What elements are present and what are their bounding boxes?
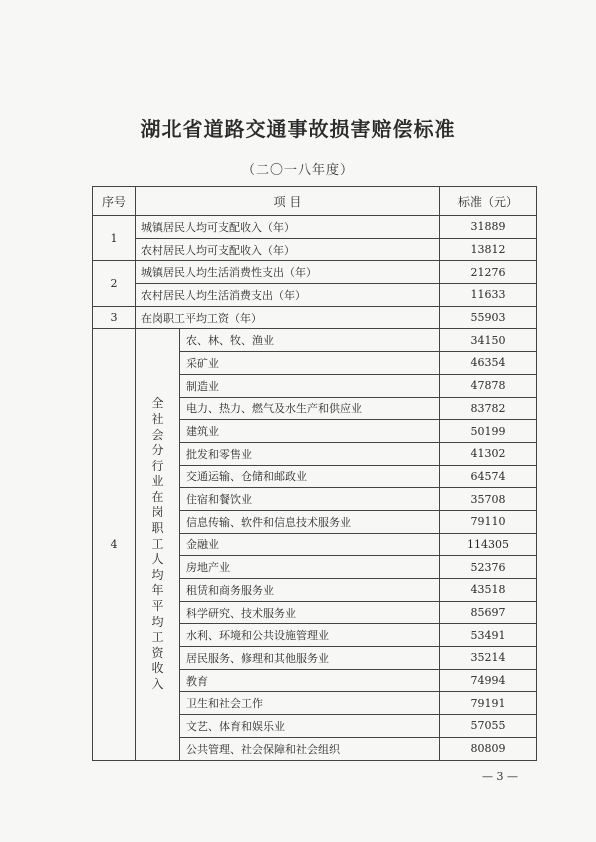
table-row	[93, 284, 537, 307]
row-value: 79110	[440, 510, 537, 533]
row-value: 41302	[440, 442, 537, 465]
row-item: 信息传输、软件和信息技术服务业	[180, 510, 440, 533]
row-item: 公共管理、社会保障和社会组织	[180, 737, 440, 760]
row-item: 农村居民人均生活消费支出（年）	[136, 284, 440, 307]
table-row	[93, 216, 537, 239]
group-no: 1	[93, 216, 136, 261]
row-value: 85697	[440, 601, 537, 624]
row-item: 金融业	[180, 533, 440, 556]
row-value: 52376	[440, 556, 537, 579]
row-item: 批发和零售业	[180, 442, 440, 465]
table-row	[93, 238, 537, 261]
table-row	[93, 261, 537, 284]
row-item: 农村居民人均可支配收入（年）	[136, 238, 440, 261]
row-value: 55903	[440, 306, 537, 329]
row-item: 文艺、体育和娱乐业	[180, 715, 440, 738]
row-value: 83782	[440, 397, 537, 420]
row-item: 城镇居民人均可支配收入（年）	[136, 216, 440, 239]
row-item: 科学研究、技术服务业	[180, 601, 440, 624]
row-item: 制造业	[180, 374, 440, 397]
row-item: 城镇居民人均生活消费性支出（年）	[136, 261, 440, 284]
row-value: 50199	[440, 420, 537, 443]
header-item: 项 目	[136, 187, 440, 216]
industry-group-label	[136, 329, 180, 760]
row-item: 电力、热力、燃气及水生产和供应业	[180, 397, 440, 420]
document-subtitle: （二〇一八年度）	[241, 163, 354, 178]
row-item: 建筑业	[180, 420, 440, 443]
row-item: 采矿业	[180, 352, 440, 375]
compensation-standards-table	[92, 186, 537, 761]
row-item: 卫生和社会工作	[180, 692, 440, 715]
row-value: 114305	[440, 533, 537, 556]
page-number: — 3 —	[482, 770, 518, 783]
row-item: 在岗职工平均工资（年）	[136, 306, 440, 329]
group-no: 2	[93, 261, 136, 306]
row-item: 水利、环境和公共设施管理业	[180, 624, 440, 647]
table-row	[93, 329, 537, 352]
document-title: 湖北省道路交通事故损害赔偿标准	[140, 117, 456, 141]
row-value: 80809	[440, 737, 537, 760]
row-item: 房地产业	[180, 556, 440, 579]
row-value: 53491	[440, 624, 537, 647]
row-item: 交通运输、仓储和邮政业	[180, 465, 440, 488]
row-value: 35708	[440, 488, 537, 511]
row-value: 34150	[440, 329, 537, 352]
table-row	[93, 306, 537, 329]
table-header-row	[93, 187, 537, 216]
row-value: 11633	[440, 284, 537, 307]
row-value: 47878	[440, 374, 537, 397]
row-value: 79191	[440, 692, 537, 715]
row-value: 46354	[440, 352, 537, 375]
row-item: 居民服务、修理和其他服务业	[180, 647, 440, 670]
row-value: 21276	[440, 261, 537, 284]
row-value: 35214	[440, 647, 537, 670]
industry-group-label-text: 全社会分行业在岗职工人均年平均工资收入	[151, 396, 164, 692]
header-value: 标准（元）	[440, 187, 537, 216]
row-item: 农、林、牧、渔业	[180, 329, 440, 352]
row-value: 13812	[440, 238, 537, 261]
row-value: 64574	[440, 465, 537, 488]
group-no: 4	[93, 329, 136, 760]
group-no: 3	[93, 306, 136, 329]
row-item: 教育	[180, 669, 440, 692]
row-value: 74994	[440, 669, 537, 692]
row-item: 租赁和商务服务业	[180, 579, 440, 602]
row-value: 57055	[440, 715, 537, 738]
row-value: 31889	[440, 216, 537, 239]
header-no: 序号	[93, 187, 136, 216]
row-item: 住宿和餐饮业	[180, 488, 440, 511]
row-value: 43518	[440, 579, 537, 602]
